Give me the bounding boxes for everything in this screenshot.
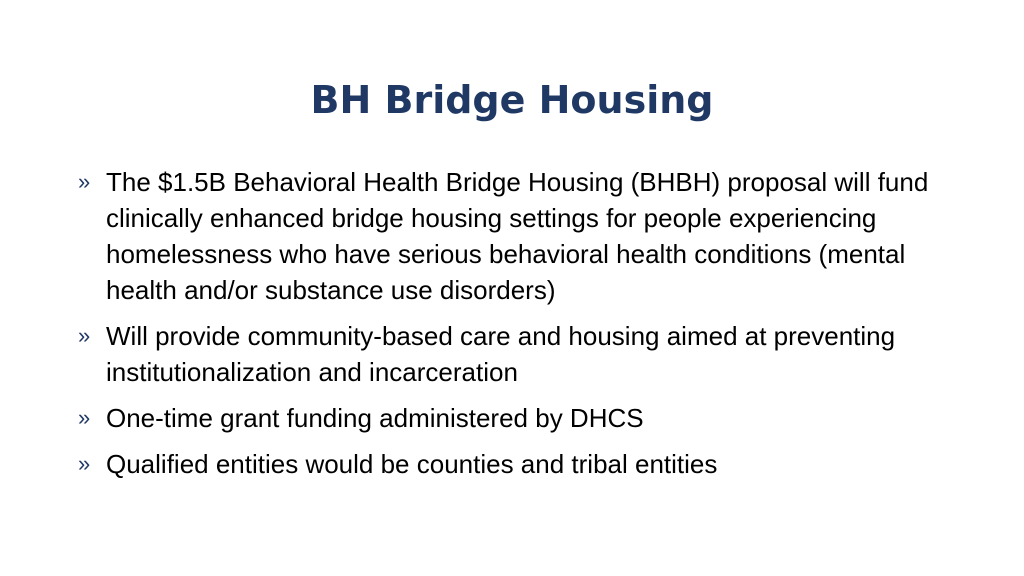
bullet-item bbox=[78, 400, 958, 436]
bullet-marker-icon: » bbox=[78, 405, 91, 430]
bullet-marker-icon: » bbox=[78, 323, 91, 348]
bullet-text: Qualified entities would be counties and tribal entities bbox=[106, 449, 718, 479]
bullet-text: The $1.5B Behavioral Health Bridge Housing (BHBH) proposal will fund clinically enhanced bridge housing settings for people experiencing homelessness who have serious behavioral health conditions (mental health and/or substance use disorders) bbox=[106, 167, 929, 305]
bullet-list bbox=[78, 164, 958, 492]
bullet-marker-icon: » bbox=[78, 451, 91, 476]
bullet-item bbox=[78, 318, 958, 390]
slide-title: BH Bridge Housing bbox=[310, 78, 714, 122]
bullet-marker-icon: » bbox=[78, 169, 91, 194]
bullet-text: One-time grant funding administered by DHCS bbox=[106, 403, 644, 433]
bullet-item bbox=[78, 446, 958, 482]
bullet-item bbox=[78, 164, 958, 308]
bullet-text: Will provide community-based care and housing aimed at preventing institutionalization and incarceration bbox=[106, 321, 896, 387]
